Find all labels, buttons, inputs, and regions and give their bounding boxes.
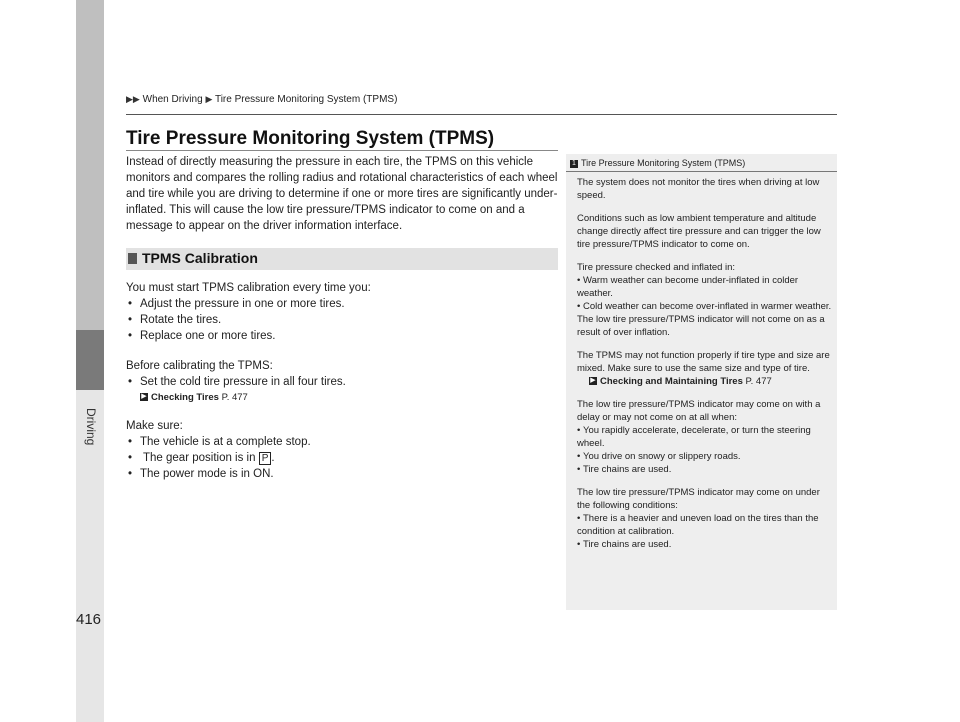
reference-page: P. 477 [221, 392, 248, 403]
sidebar-paragraph: Conditions such as low ambient temperature and altitude change directly affect tire pressure and can trigger the low tire pressure/TPMS indicator to come on. [577, 213, 821, 250]
page-title: Tire Pressure Monitoring System (TPMS) [126, 128, 495, 149]
sidebar-rule [566, 171, 837, 172]
before-item: • Set the cold tire pressure in all four tires. [126, 374, 558, 390]
title-rule [126, 150, 558, 151]
section-heading-bar [126, 248, 558, 270]
calibration-content [126, 280, 558, 482]
sidebar-notes [566, 154, 837, 610]
sidebar-bullet: • There is a heavier and uneven load on the tires than the condition at calibration. [577, 512, 835, 538]
sidebar-paragraph: Tire pressure checked and inflated in: [577, 262, 736, 273]
gear-text: The gear position is in [143, 452, 256, 464]
calibrate-intro: You must start TPMS calibration every time you: [126, 282, 371, 294]
reference-label[interactable]: Checking Tires [151, 392, 219, 403]
maintaining-tires-reference[interactable] [577, 375, 835, 388]
sidebar-body [577, 176, 835, 551]
reference-arrow-icon: ▶ [141, 393, 147, 401]
calibrate-item: • Adjust the pressure in one or more tires. [126, 296, 558, 312]
make-sure-intro: Make sure: [126, 420, 183, 432]
reference-label[interactable]: Checking and Maintaining Tires [600, 376, 743, 387]
sidebar-paragraph: The low tire pressure/TPMS indicator will not come on as a result of over inflation. [577, 314, 825, 338]
sidebar-heading-text: Tire Pressure Monitoring System (TPMS) [581, 158, 746, 168]
side-tab-upper [76, 0, 104, 330]
page-number: 416 [76, 611, 102, 628]
breadcrumb-item-tpms[interactable]: Tire Pressure Monitoring System (TPMS) [214, 94, 398, 105]
section-heading: TPMS Calibration [142, 250, 258, 266]
sidebar-bullet: • Tire chains are used. [577, 538, 835, 551]
make-sure-item: • The vehicle is at a complete stop. [126, 434, 558, 450]
breadcrumb-item-when-driving[interactable]: When Driving [142, 94, 203, 105]
sidebar-bullet: • You rapidly accelerate, decelerate, or turn the steering wheel. [577, 424, 835, 450]
checking-tires-reference[interactable] [126, 390, 558, 406]
note-number-icon: 1 [570, 160, 578, 168]
calibrate-item: • Rotate the tires. [126, 312, 558, 328]
breadcrumb-arrow-icon: ▶ [205, 94, 213, 104]
gear-suffix: . [271, 452, 275, 464]
chapter-label: Driving [84, 408, 98, 446]
sidebar-bullet: • You drive on snowy or slippery roads. [577, 450, 835, 463]
sidebar-paragraph: The low tire pressure/TPMS indicator may come on under the following conditions: [577, 487, 820, 511]
sidebar-paragraph: The TPMS may not function properly if tire type and size are mixed. Make sure to use the same size and type of tire. [577, 350, 830, 374]
sidebar-bullet: • Warm weather can become under-inflated in colder weather. [577, 274, 835, 300]
breadcrumb-arrow-icon: ▶▶ [126, 94, 140, 104]
sidebar-paragraph: The system does not monitor the tires when driving at low speed. [577, 177, 820, 201]
side-tab-active-marker [76, 330, 104, 390]
reference-page: P. 477 [745, 376, 772, 387]
sidebar-paragraph: The low tire pressure/TPMS indicator may come on with a delay or may not come on at all when: [577, 399, 821, 423]
before-intro: Before calibrating the TPMS: [126, 360, 273, 372]
sidebar-bullet: • Cold weather can become over-inflated in warmer weather. [577, 300, 835, 313]
make-sure-item: • The power mode is in ON. [126, 466, 558, 482]
intro-paragraph: Instead of directly measuring the pressure in each tire, the TPMS on this vehicle monitors and compares the rolling radius and rotational characteristics of each wheel and tire while you are driving to determine if one or more tires are significantly under-inflated. This will cause the low tire pressure/TPMS indicator to come on and a message to appear on the driver information interface. [126, 156, 558, 232]
sidebar-bullet: • Tire chains are used. [577, 463, 835, 476]
breadcrumb [126, 94, 397, 105]
section-square-icon [128, 253, 137, 264]
reference-arrow-icon: ▶ [590, 377, 596, 385]
calibrate-item: • Replace one or more tires. [126, 328, 558, 344]
make-sure-item-gear [126, 450, 558, 466]
sidebar-heading [570, 158, 745, 168]
header-rule [126, 114, 837, 115]
park-gear-icon: P [259, 452, 272, 465]
